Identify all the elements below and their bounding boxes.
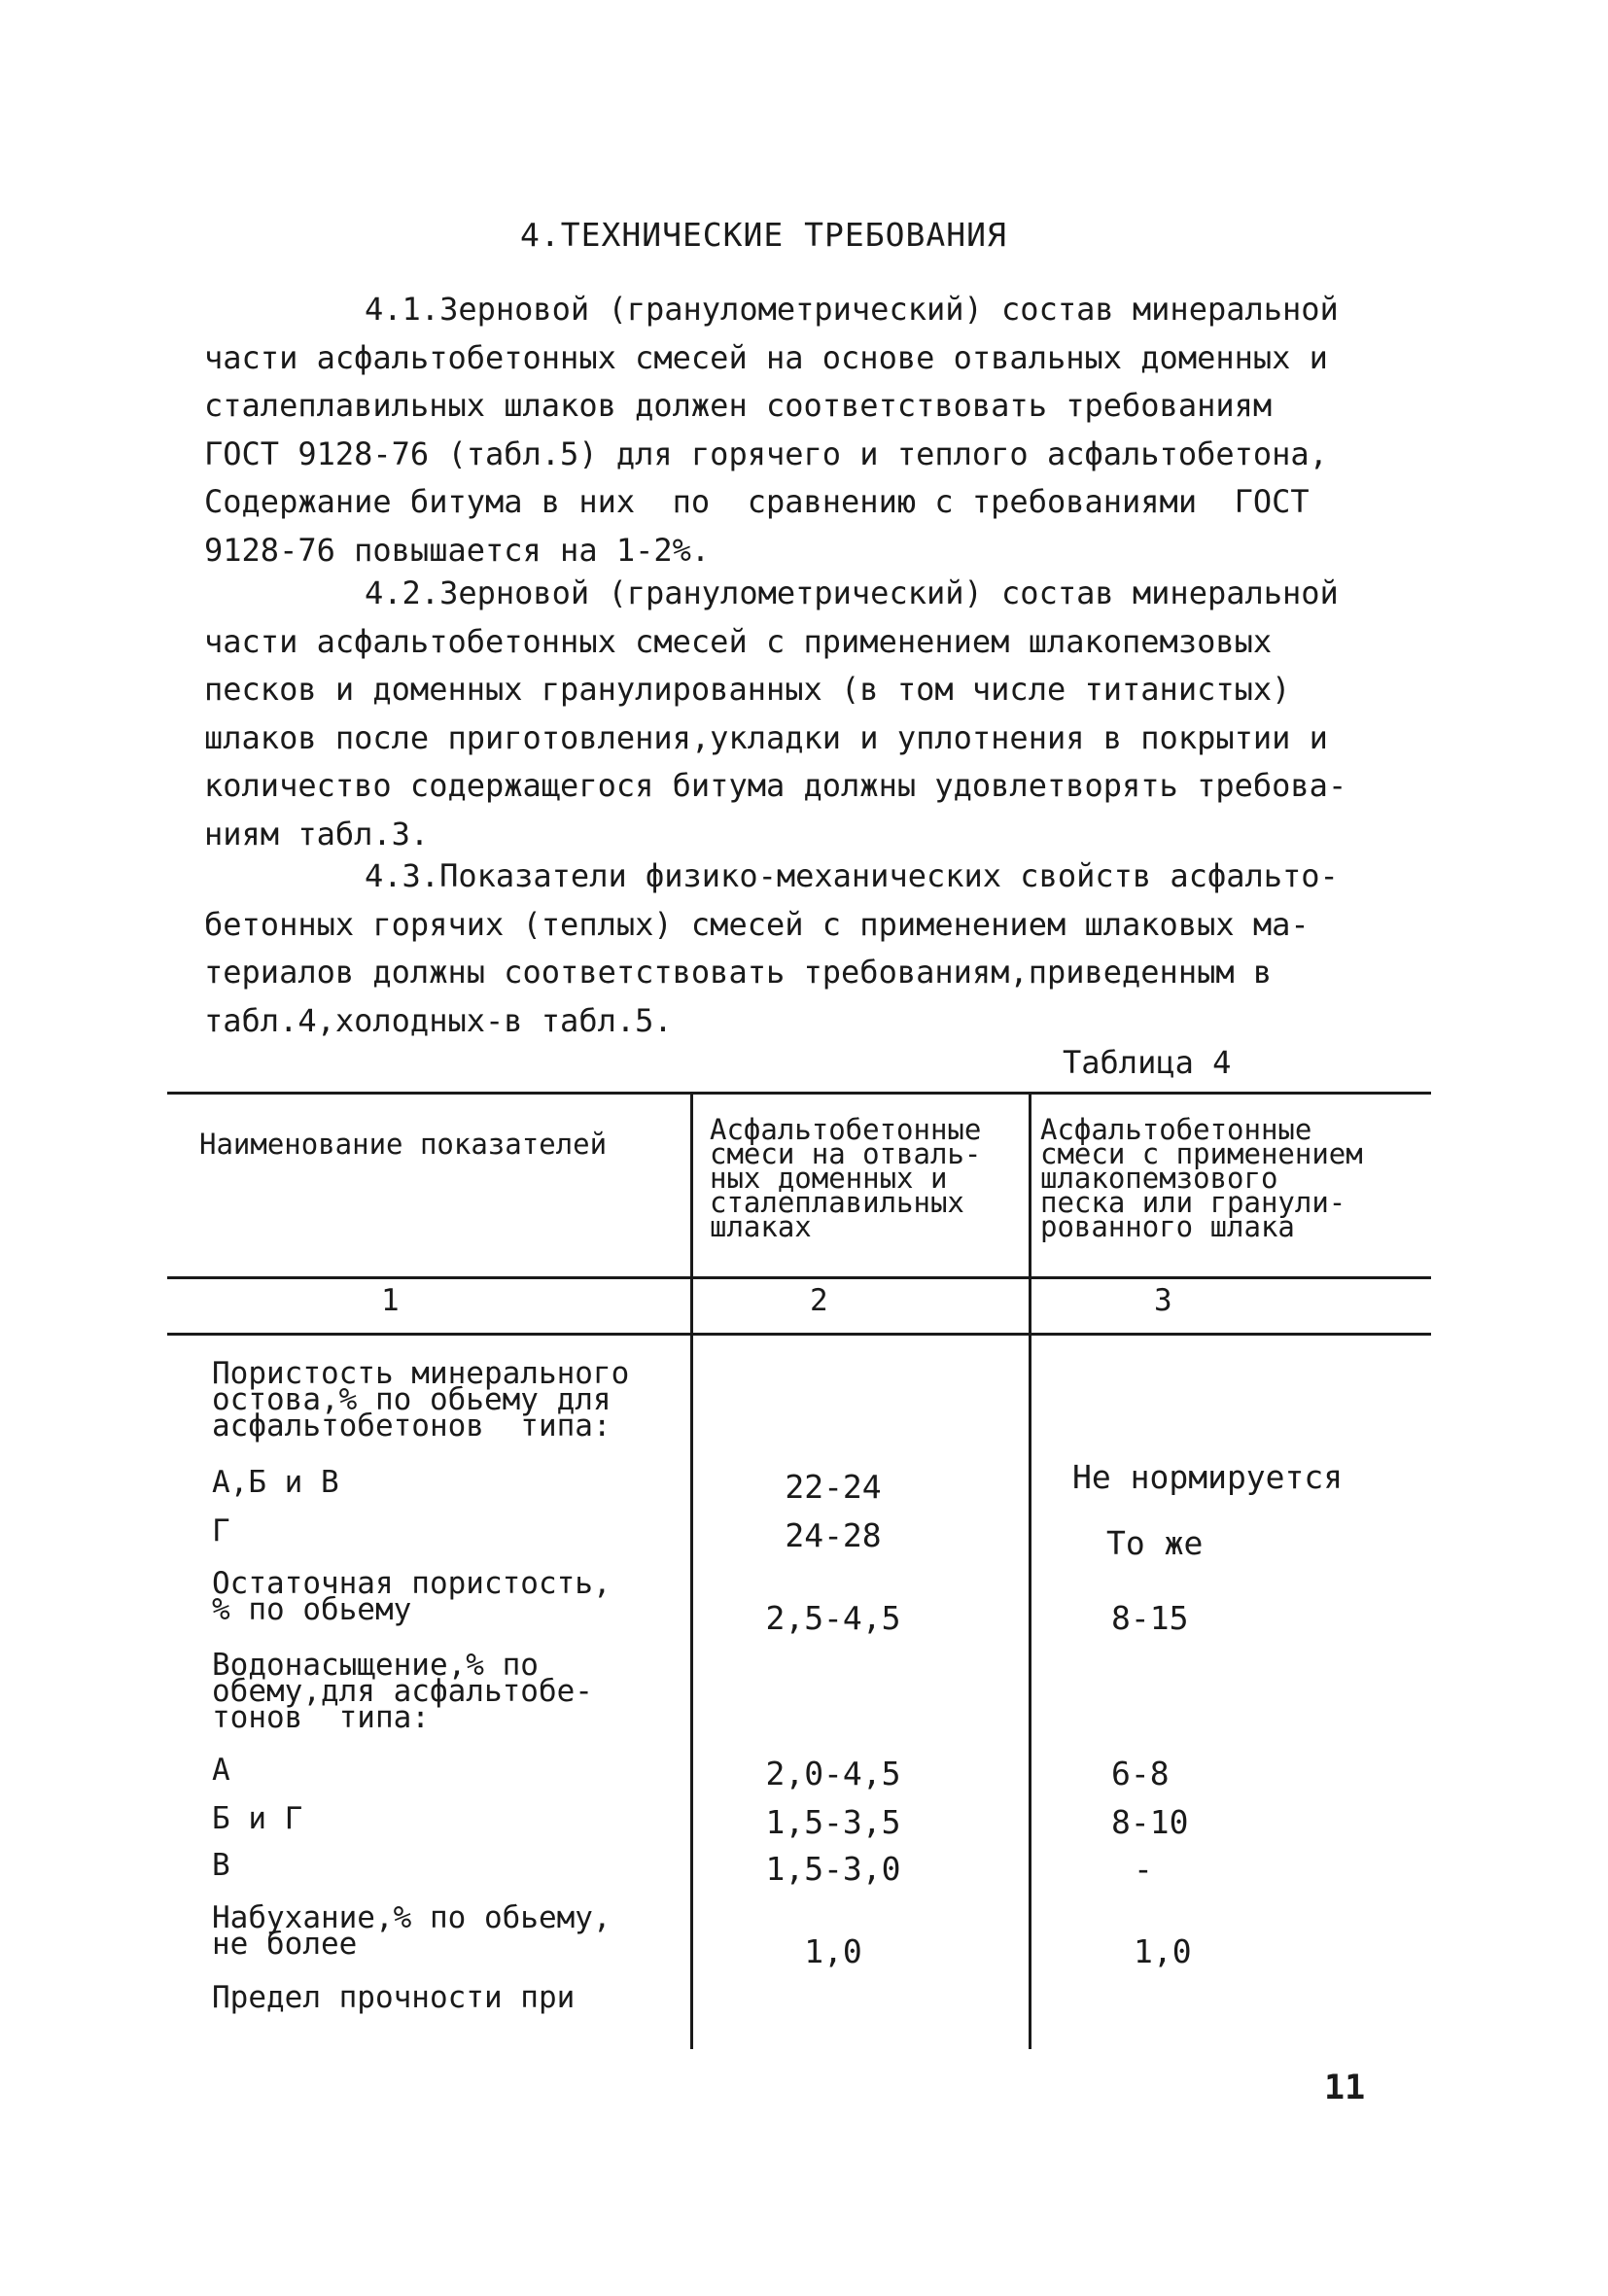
row-label-strength: Предел прочности при [212,1980,576,2015]
paragraph-line: песков и доменных гранулированных (в том числе титанистых) [204,671,1291,708]
paragraph-line: 4.3.Показатели физико-механических свойств асфальто- [365,857,1339,894]
row-g-col3: То же [1106,1524,1204,1562]
row-label-g: Г [212,1513,230,1548]
paragraph-line: количество содержащегося битума должны удовлетворять требова- [204,767,1347,804]
paragraph-line: Содержание битума в них по сравнению с требованиями ГОСТ [204,483,1310,520]
paragraph-line: шлаков после приготовления,укладки и уплотнения в покрытии и [204,718,1328,756]
row-g-col2: 24-28 [785,1516,882,1554]
paragraph-line: ниям табл.3. [204,815,430,852]
paragraph-line: табл.4,холодных-в табл.5. [204,1001,673,1039]
paragraph-4-2 [204,570,1400,858]
paragraph-line: териалов должны соответствовать требованиям,приведенным в [204,954,1273,991]
section-title: 4.ТЕХНИЧЕСКИЕ ТРЕБОВАНИЯ [520,216,1007,254]
table-column-divider [690,1092,693,2049]
row-label-bg: Б и Г [212,1801,303,1836]
row-v-col2: 1,5-3,0 [765,1850,901,1888]
row-bg-col2: 1,5-3,5 [765,1803,901,1841]
paragraph-line: части асфальтобетонных смесей с применением шлакопемзовых [204,622,1273,660]
row-swelling-col2: 1,0 [804,1932,862,1970]
table-header-col3: Асфальтобетонные смеси с применением шлакопемзового песка или гранули- рованного шлака [1040,1113,1363,1243]
table-column-divider [1029,1092,1031,2049]
table-colnum-2: 2 [810,1283,828,1318]
row-label-v: В [212,1848,230,1883]
row-label-abv: А,Б и В [212,1465,339,1500]
table-header-col2: Асфальтобетонные смеси на отваль- ных доменных и сталеплавильных шлаках [710,1113,982,1243]
table-top-rule [167,1092,1431,1095]
table-header-col1: Наименование показателей [199,1128,608,1161]
row-swelling-col3: 1,0 [1134,1932,1192,1970]
table-colnum-rule [167,1333,1431,1336]
row-label-swelling: Набухание,% по обьему, не более [212,1900,612,1962]
paragraph-line: 9128-76 повышается на 1-2%. [204,531,711,569]
page-number: 11 [1324,2069,1366,2107]
paragraph-line: части асфальтобетонных смесей на основе отвальных доменных и [204,338,1328,376]
table-caption: Таблица 4 [1063,1044,1232,1081]
table-colnum-3: 3 [1154,1283,1172,1318]
row-water-title: Водонасыщение,% по обему,для асфальтобе- тонов типа: [212,1648,593,1735]
row-label-a: А [212,1753,230,1788]
row-v-col3: - [1134,1850,1153,1888]
paragraph-line: ГОСТ 9128-76 (табл.5) для горячего и теплого асфальтобетона, [204,435,1328,472]
row-residual-col3: 8-15 [1111,1599,1189,1637]
row-residual-col2: 2,5-4,5 [765,1599,901,1637]
row-bg-col3: 8-10 [1111,1803,1189,1841]
paragraph-4-1 [204,286,1400,574]
table-colnum-1: 1 [381,1283,400,1318]
paragraph-line: 4.1.Зерновой (гранулометрический) состав минеральной [365,291,1339,328]
paragraph-line: 4.2.Зерновой (гранулометрический) состав минеральной [365,574,1339,611]
paragraph-line: сталеплавильных шлаков должен соответствовать требованиям [204,387,1273,424]
row-label-residual: Остаточная пористость, % по обьему [212,1566,612,1627]
row-a-col3: 6-8 [1111,1755,1170,1792]
row-a-col2: 2,0-4,5 [765,1755,901,1792]
paragraph-line: бетонных горячих (теплых) смесей с применением шлаковых ма- [204,905,1310,943]
row-abv-col2: 22-24 [785,1468,882,1506]
row-porosity-title: Пористость минерального остова,% по обьему для асфальтобетонов типа: [212,1356,630,1444]
paragraph-4-3 [204,852,1400,1045]
table-header-rule [167,1276,1431,1279]
row-abv-col3: Не нормируется [1072,1458,1344,1496]
